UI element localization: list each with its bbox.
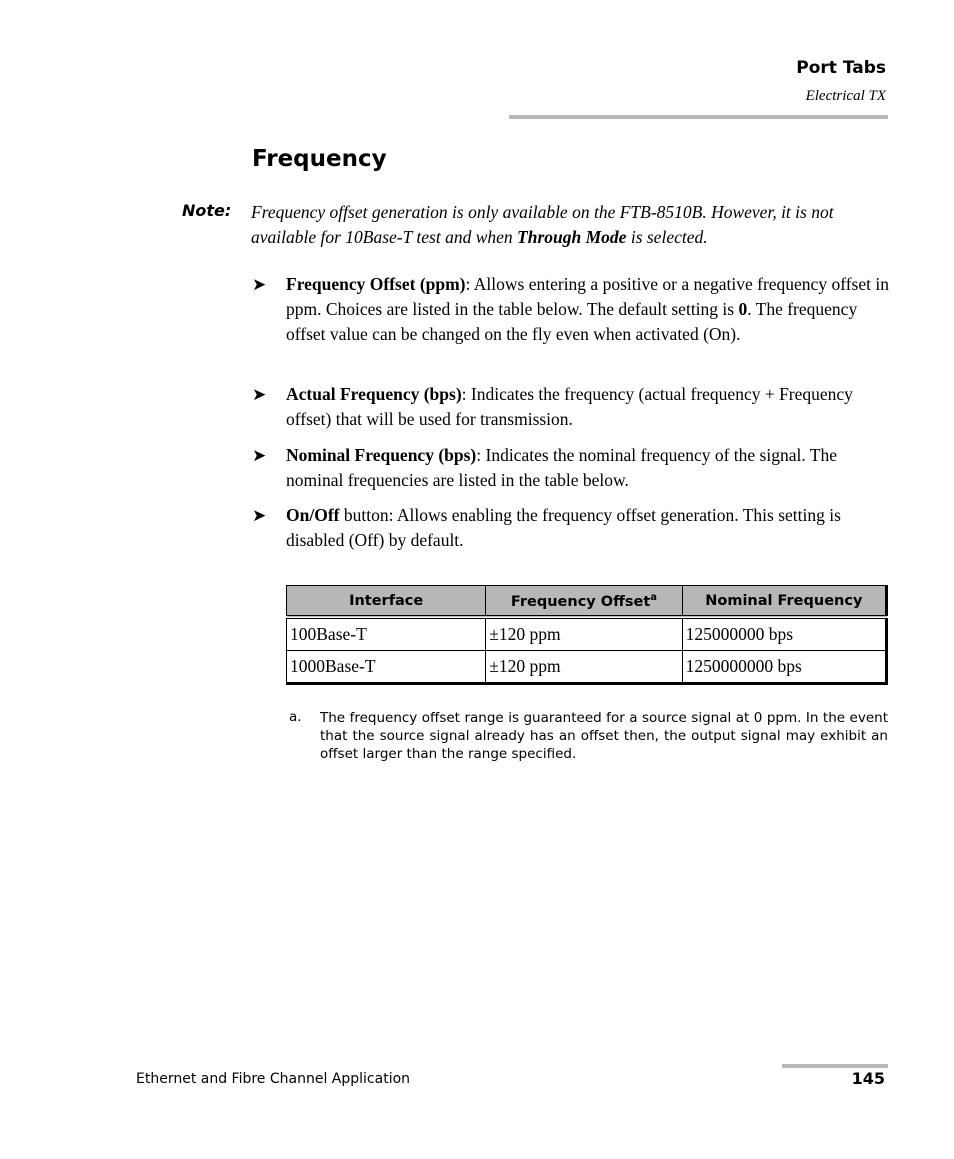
header-rule [509, 115, 888, 119]
bullet-default-value: 0 [738, 299, 748, 319]
table-header-row [287, 586, 887, 618]
table-header-frequency-offset [486, 586, 682, 618]
bullet-desc-after: . The frequency offset value can be changed on the fly even when activated (On). [286, 299, 858, 344]
note-text [251, 200, 891, 250]
bullet-arrow-icon: ➤ [252, 506, 267, 525]
table-header-interface: Interface [287, 586, 486, 618]
footnote-text: The frequency offset range is guaranteed for a source signal at 0 ppm. In the event that the source signal already has an offset then, the output signal may exhibit an offset larger than the range specified. [320, 710, 888, 762]
table-header-label: Frequency Offset [510, 593, 651, 610]
table-row [287, 651, 887, 684]
footer-document-title: Ethernet and Fibre Channel Application [136, 1071, 411, 1087]
table-cell: 100Base-T [287, 617, 486, 651]
table-row [287, 617, 887, 651]
footer-rule [782, 1064, 888, 1068]
running-header-subtitle: Electrical TX [805, 88, 886, 104]
bullet-desc: : Indicates the nominal frequency of the signal. The nominal frequencies are listed in the table below. [286, 445, 837, 490]
bullet-text [286, 443, 892, 493]
bullet-actual-frequency [252, 382, 892, 432]
running-header-title: Port Tabs [796, 58, 886, 78]
note-text-before: Frequency offset generation is only available on the FTB-8510B. However, it is not available for 10Base-T test and when [251, 202, 834, 247]
note-label: Note: [182, 201, 232, 220]
bullet-text [286, 272, 892, 347]
footnote-mark: a [650, 591, 658, 603]
section-title: Frequency [252, 146, 387, 172]
table-cell: 1250000000 bps [682, 651, 886, 684]
table-cell: ±120 ppm [486, 651, 682, 684]
bullet-text [286, 503, 892, 553]
frequency-table [286, 585, 888, 685]
bullet-nominal-frequency [252, 443, 892, 493]
bullet-on-off [252, 503, 892, 553]
table-cell: ±120 ppm [486, 617, 682, 651]
note-text-after: is selected. [626, 227, 708, 247]
bullet-term: Actual Frequency (bps) [286, 384, 462, 404]
bullet-arrow-icon: ➤ [252, 275, 267, 294]
table-cell: 1000Base-T [287, 651, 486, 684]
bullet-desc: : Indicates the frequency (actual frequency + Frequency offset) that will be used for transmission. [286, 384, 853, 429]
page-number: 145 [851, 1069, 885, 1088]
bullet-desc: : Allows entering a positive or a negative frequency offset in ppm. Choices are listed in the table below. The default setting is [286, 274, 889, 319]
bullet-desc: button: Allows enabling the frequency offset generation. This setting is disabled (Off) by default. [286, 505, 841, 550]
bullet-frequency-offset [252, 272, 892, 347]
bullet-text [286, 382, 892, 432]
note-text-bold: Through Mode [517, 227, 627, 247]
table-cell: 125000000 bps [682, 617, 886, 651]
footnote-label: a. [289, 709, 302, 725]
bullet-term: Nominal Frequency (bps) [286, 445, 477, 465]
bullet-term: On/Off [286, 505, 340, 525]
bullet-term: Frequency Offset (ppm) [286, 274, 466, 294]
table-header-nominal-frequency: Nominal Frequency [682, 586, 886, 618]
bullet-arrow-icon: ➤ [252, 446, 267, 465]
bullet-arrow-icon: ➤ [252, 385, 267, 404]
